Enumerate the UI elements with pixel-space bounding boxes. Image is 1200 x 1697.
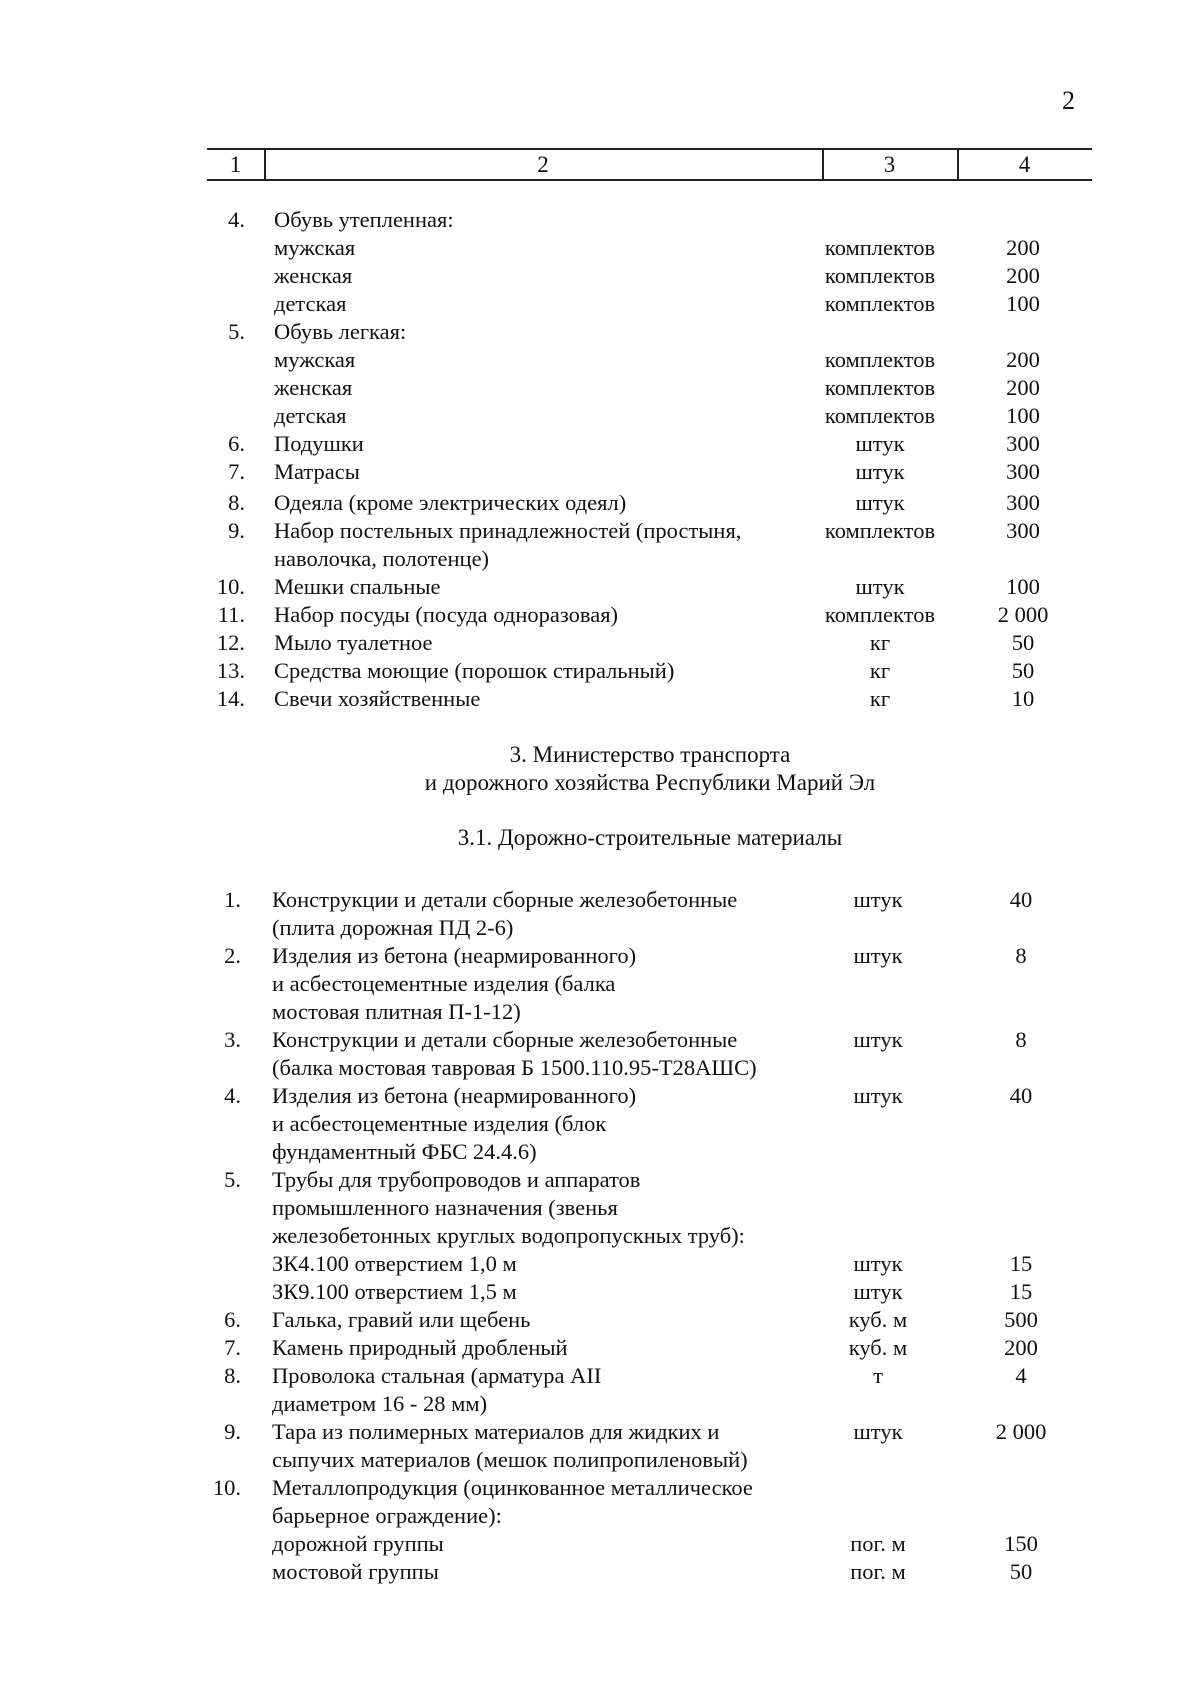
list-item [0, 489, 1200, 517]
item-name: сыпучих материалов (мешок полипропиленовый) [272, 1447, 748, 1472]
item-name: детская [274, 291, 347, 316]
list-item [0, 234, 1200, 262]
header-bottom-rule [207, 179, 1092, 181]
list-item [0, 1390, 1200, 1418]
item-name: Металлопродукция (оцинкованное металлическое [272, 1475, 753, 1500]
list-item [0, 1362, 1200, 1390]
subsection-heading: 3.1. Дорожно-строительные материалы [457, 825, 843, 850]
item-name: диаметром 16 - 28 мм) [272, 1391, 488, 1416]
list-item [0, 1558, 1200, 1586]
item-name: ЗК9.100 отверстием 1,5 м [272, 1279, 517, 1304]
item-quantity: 200 [1006, 263, 1040, 288]
item-quantity: 50 [1011, 630, 1035, 655]
section-heading-line-2: и дорожного хозяйства Республики Марий Эл [424, 770, 876, 795]
item-quantity: 50 [1011, 658, 1035, 683]
list-item [0, 998, 1200, 1026]
item-unit: штук [853, 1251, 903, 1276]
item-quantity: 10 [1011, 686, 1035, 711]
item-name: промышленного назначения (звенья [272, 1195, 618, 1220]
item-name: и асбестоцементные изделия (блок [272, 1111, 607, 1136]
item-number: 14. [216, 686, 245, 711]
item-number: 4. [228, 207, 245, 232]
item-name: Подушки [274, 431, 364, 456]
item-unit: пог. м [850, 1531, 906, 1556]
item-number: 11. [217, 602, 245, 627]
item-unit: комплектов [824, 291, 936, 316]
item-unit: куб. м [848, 1307, 908, 1332]
item-number: 6. [224, 1307, 241, 1332]
header-col-4: 4 [1018, 152, 1031, 177]
item-name: мостовая плитная П-1-12) [272, 999, 521, 1024]
item-unit: штук [853, 887, 903, 912]
item-number: 1. [224, 887, 241, 912]
item-unit: комплектов [824, 235, 936, 260]
list-item [0, 970, 1200, 998]
item-name: Одеяла (кроме электрических одеял) [274, 490, 627, 515]
item-quantity: 300 [1006, 490, 1040, 515]
item-quantity: 300 [1006, 431, 1040, 456]
item-unit: комплектов [824, 263, 936, 288]
item-quantity: 15 [1009, 1251, 1033, 1276]
item-unit: штук [855, 490, 905, 515]
item-unit: комплектов [824, 602, 936, 627]
item-name: мужская [274, 235, 356, 260]
item-name: Матрасы [274, 459, 360, 484]
list-item [0, 1418, 1200, 1446]
item-name: Проволока стальная (арматура АII [272, 1363, 602, 1388]
item-unit: штук [853, 1419, 903, 1444]
item-quantity: 200 [1006, 375, 1040, 400]
header-col-1: 1 [229, 152, 242, 177]
item-name: ЗК4.100 отверстием 1,0 м [272, 1251, 517, 1276]
item-quantity: 100 [1006, 291, 1040, 316]
list-item [0, 1530, 1200, 1558]
list-item [0, 545, 1200, 573]
list-item [0, 629, 1200, 657]
item-unit: штук [853, 1279, 903, 1304]
list-item [0, 1082, 1200, 1110]
item-number: 8. [224, 1363, 241, 1388]
item-name: женская [274, 375, 353, 400]
item-unit: комплектов [824, 403, 936, 428]
item-quantity: 100 [1006, 574, 1040, 599]
list-item [0, 290, 1200, 318]
section-heading-line-1: 3. Министерство транспорта [509, 742, 791, 767]
item-unit: комплектов [824, 375, 936, 400]
list-item [0, 1026, 1200, 1054]
item-number: 4. [224, 1083, 241, 1108]
list-item [0, 1222, 1200, 1250]
item-quantity: 40 [1009, 887, 1033, 912]
item-name: железобетонных круглых водопропускных труб): [272, 1223, 745, 1248]
item-unit: кг [869, 658, 891, 683]
item-unit: штук [855, 459, 905, 484]
item-name: дорожной группы [272, 1531, 444, 1556]
item-name: Камень природный дробленый [272, 1335, 568, 1360]
item-quantity: 200 [1006, 347, 1040, 372]
item-quantity: 150 [1004, 1531, 1038, 1556]
item-number: 10. [212, 1475, 241, 1500]
item-unit: штук [855, 431, 905, 456]
list-item [0, 1110, 1200, 1138]
page-number: 2 [1062, 86, 1075, 115]
item-quantity: 50 [1009, 1559, 1033, 1584]
item-number: 7. [224, 1335, 241, 1360]
item-unit: штук [853, 943, 903, 968]
item-name: Обувь утепленная: [274, 207, 454, 232]
item-quantity: 15 [1009, 1279, 1033, 1304]
item-name: и асбестоцементные изделия (балка [272, 971, 616, 996]
item-number: 9. [228, 518, 245, 543]
item-quantity: 500 [1004, 1307, 1038, 1332]
item-name: Свечи хозяйственные [274, 686, 481, 711]
item-quantity: 100 [1006, 403, 1040, 428]
item-unit: штук [853, 1027, 903, 1052]
item-number: 2. [224, 943, 241, 968]
header-top-rule [207, 148, 1092, 150]
item-name: Мешки спальные [274, 574, 441, 599]
item-number: 9. [224, 1419, 241, 1444]
list-item [0, 1250, 1200, 1278]
item-name: женская [274, 263, 353, 288]
list-item [0, 1138, 1200, 1166]
item-unit: куб. м [848, 1335, 908, 1360]
list-item [0, 914, 1200, 942]
header-col-2: 2 [537, 152, 549, 177]
list-item [0, 346, 1200, 374]
list-item [0, 886, 1200, 914]
item-name: детская [274, 403, 347, 428]
item-name: Галька, гравий или щебень [272, 1307, 531, 1332]
item-number: 3. [224, 1027, 241, 1052]
list-item [0, 1166, 1200, 1194]
list-item [0, 458, 1200, 486]
item-unit: пог. м [850, 1559, 906, 1584]
list-item [0, 430, 1200, 458]
item-number: 12. [216, 630, 245, 655]
item-name: Обувь легкая: [274, 319, 407, 344]
list-item [0, 601, 1200, 629]
item-unit: т [873, 1363, 883, 1388]
item-unit: кг [869, 686, 891, 711]
item-number: 13. [216, 658, 245, 683]
item-name: (плита дорожная ПД 2-6) [272, 915, 514, 940]
item-name: Набор посуды (посуда одноразовая) [274, 602, 619, 627]
list-item [0, 1446, 1200, 1474]
list-item [0, 1334, 1200, 1362]
item-name: Конструкции и детали сборные железобетонные [272, 1027, 738, 1052]
header-col-3: 3 [883, 152, 896, 177]
list-item [0, 374, 1200, 402]
item-name: Набор постельных принадлежностей (простыня, [274, 518, 742, 543]
item-quantity: 40 [1009, 1083, 1033, 1108]
list-item [0, 318, 1200, 346]
item-quantity: 2 000 [995, 1419, 1047, 1444]
item-unit: штук [855, 574, 905, 599]
item-name: Мыло туалетное [274, 630, 433, 655]
item-quantity: 4 [1015, 1363, 1027, 1388]
item-unit: штук [853, 1083, 903, 1108]
list-item [0, 657, 1200, 685]
item-name: Трубы для трубопроводов и аппаратов [272, 1167, 641, 1192]
item-unit: комплектов [824, 518, 936, 543]
item-quantity: 200 [1006, 235, 1040, 260]
list-item [0, 573, 1200, 601]
item-name: Конструкции и детали сборные железобетонные [272, 887, 738, 912]
item-number: 10. [216, 574, 245, 599]
item-unit: кг [869, 630, 891, 655]
item-name: мостовой группы [272, 1559, 439, 1584]
item-number: 7. [228, 459, 245, 484]
list-item [0, 685, 1200, 713]
list-item [0, 262, 1200, 290]
item-name: Изделия из бетона (неармированного) [272, 1083, 637, 1108]
item-quantity: 8 [1015, 1027, 1027, 1052]
item-quantity: 8 [1015, 943, 1027, 968]
item-name: барьерное ограждение): [272, 1503, 502, 1528]
item-number: 8. [228, 490, 245, 515]
item-name: Тара из полимерных материалов для жидких и [272, 1419, 720, 1444]
list-item [0, 1502, 1200, 1530]
list-item [0, 206, 1200, 234]
item-unit: комплектов [824, 347, 936, 372]
item-name: фундаментный ФБС 24.4.6) [272, 1139, 537, 1164]
item-name: наволочка, полотенце) [274, 546, 490, 571]
item-number: 5. [224, 1167, 241, 1192]
item-quantity: 300 [1006, 459, 1040, 484]
item-name: мужская [274, 347, 356, 372]
item-name: (балка мостовая тавровая Б 1500.110.95-Т28АШС) [272, 1055, 757, 1080]
list-item [0, 1278, 1200, 1306]
item-number: 6. [228, 431, 245, 456]
item-name: Изделия из бетона (неармированного) [272, 943, 637, 968]
item-quantity: 2 000 [997, 602, 1049, 627]
list-item [0, 942, 1200, 970]
table-header [207, 148, 1092, 182]
list-item [0, 1194, 1200, 1222]
list-item [0, 1474, 1200, 1502]
item-name: Средства моющие (порошок стиральный) [274, 658, 675, 683]
list-item [0, 1306, 1200, 1334]
list-item [0, 402, 1200, 430]
list-item [0, 517, 1200, 545]
item-quantity: 200 [1004, 1335, 1038, 1360]
item-number: 5. [228, 319, 245, 344]
list-item [0, 1054, 1200, 1082]
item-quantity: 300 [1006, 518, 1040, 543]
